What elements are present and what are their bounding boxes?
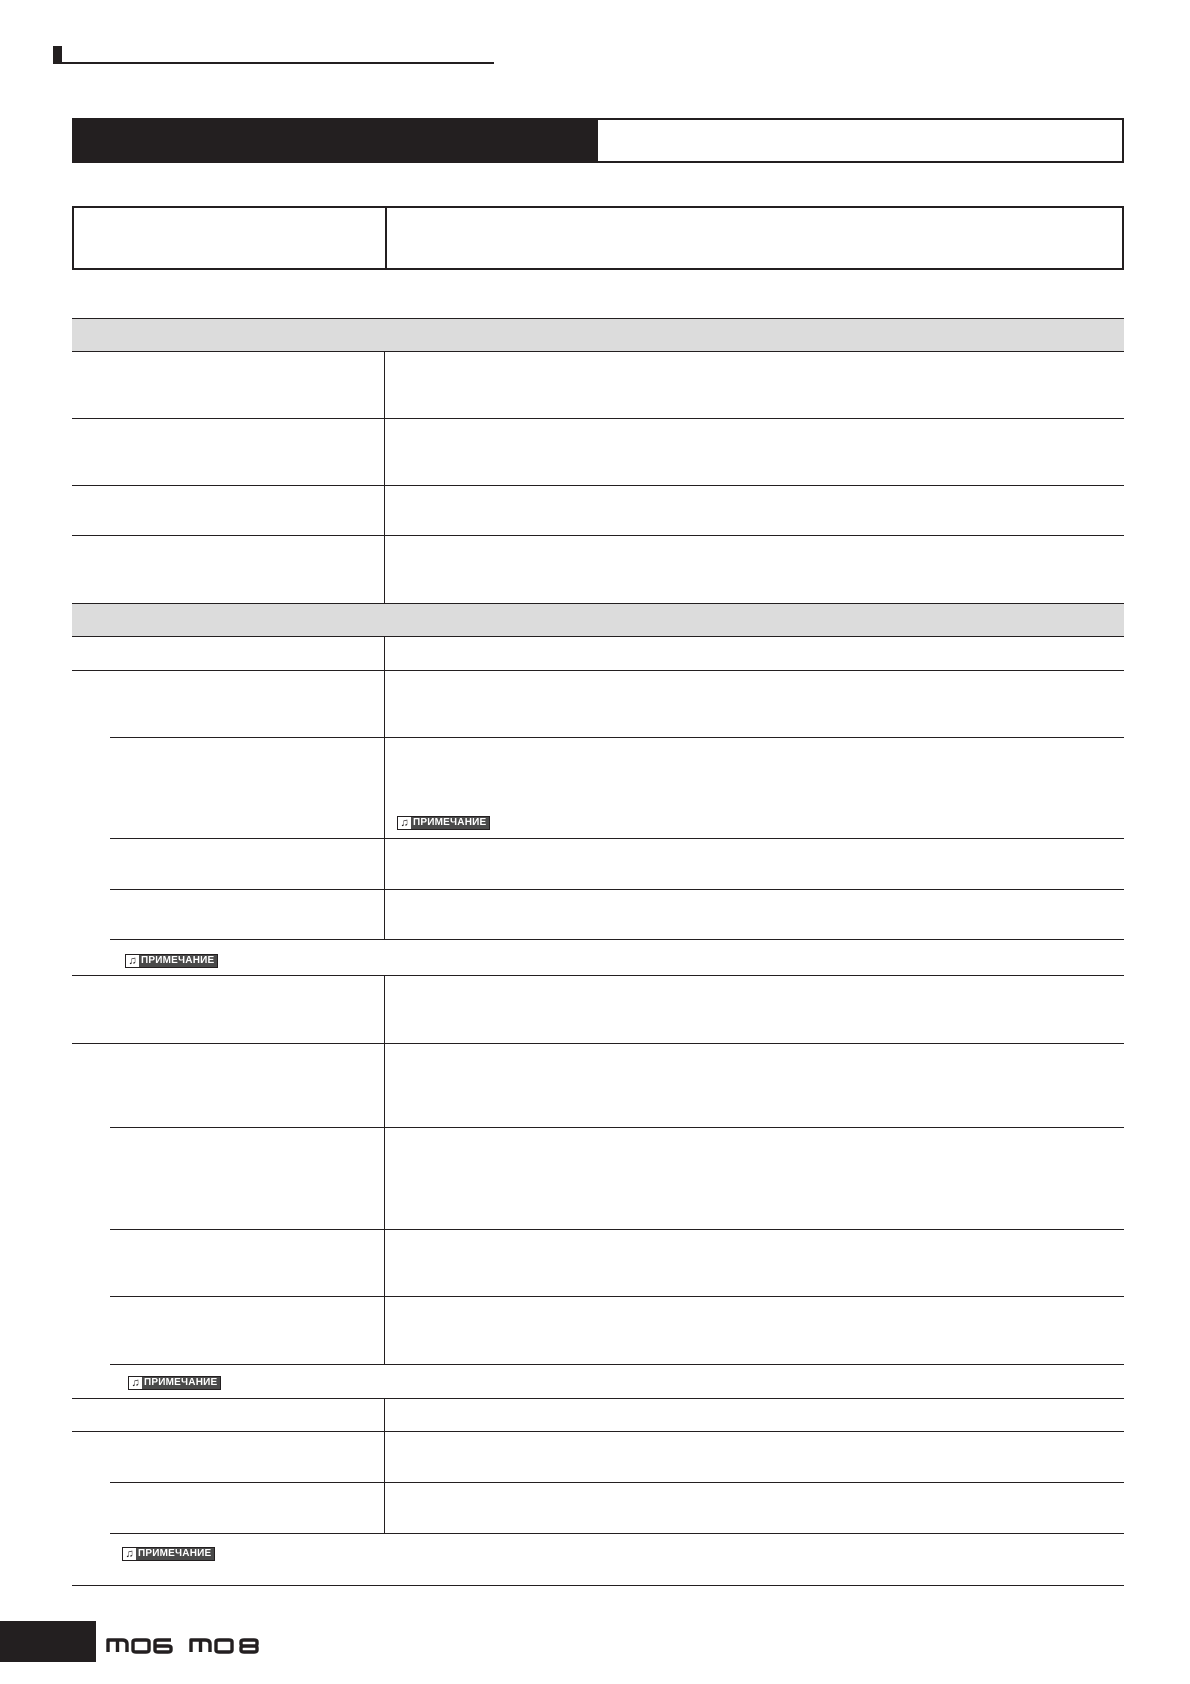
subrow-divider [110, 1482, 1124, 1483]
product-logo [106, 1634, 266, 1654]
column-divider [384, 637, 385, 939]
row-divider [72, 418, 1124, 419]
section-band-2 [72, 603, 1124, 637]
note-badge: ♫ ПРИМЕЧАНИЕ [122, 1547, 215, 1561]
music-note-icon: ♫ [123, 1548, 136, 1560]
row-divider [72, 1043, 1124, 1044]
column-divider [384, 352, 385, 603]
subrow-divider [110, 939, 1124, 940]
section-band-1 [72, 318, 1124, 352]
subrow-divider [110, 737, 1124, 738]
subrow-divider [110, 1229, 1124, 1230]
note-badge: ♫ ПРИМЕЧАНИЕ [397, 816, 490, 830]
music-note-icon: ♫ [129, 1377, 142, 1389]
music-note-icon: ♫ [126, 955, 139, 967]
column-divider [384, 1398, 385, 1533]
subrow-divider [110, 1296, 1124, 1297]
row-divider [72, 1431, 1124, 1432]
row-divider [72, 535, 1124, 536]
note-badge: ♫ ПРИМЕЧАНИЕ [128, 1376, 221, 1390]
header-marker [53, 46, 62, 63]
row-divider [72, 975, 1124, 976]
row-divider [72, 485, 1124, 486]
subrow-divider [110, 1533, 1124, 1534]
footer-page-block [0, 1621, 96, 1662]
table-bottom-rule [72, 1585, 1124, 1586]
music-note-icon: ♫ [398, 817, 411, 829]
info-box-divider [385, 206, 387, 270]
title-bar-outline [598, 118, 1124, 163]
info-box [72, 206, 1124, 270]
column-divider [384, 975, 385, 1364]
header-rule [53, 62, 494, 64]
note-badge: ♫ ПРИМЕЧАНИЕ [125, 954, 218, 968]
row-divider [72, 670, 1124, 671]
subrow-divider [110, 838, 1124, 839]
subrow-divider [110, 1364, 1124, 1365]
subrow-divider [110, 1127, 1124, 1128]
row-divider [72, 1398, 1124, 1399]
title-bar-dark [72, 118, 598, 163]
subrow-divider [110, 889, 1124, 890]
